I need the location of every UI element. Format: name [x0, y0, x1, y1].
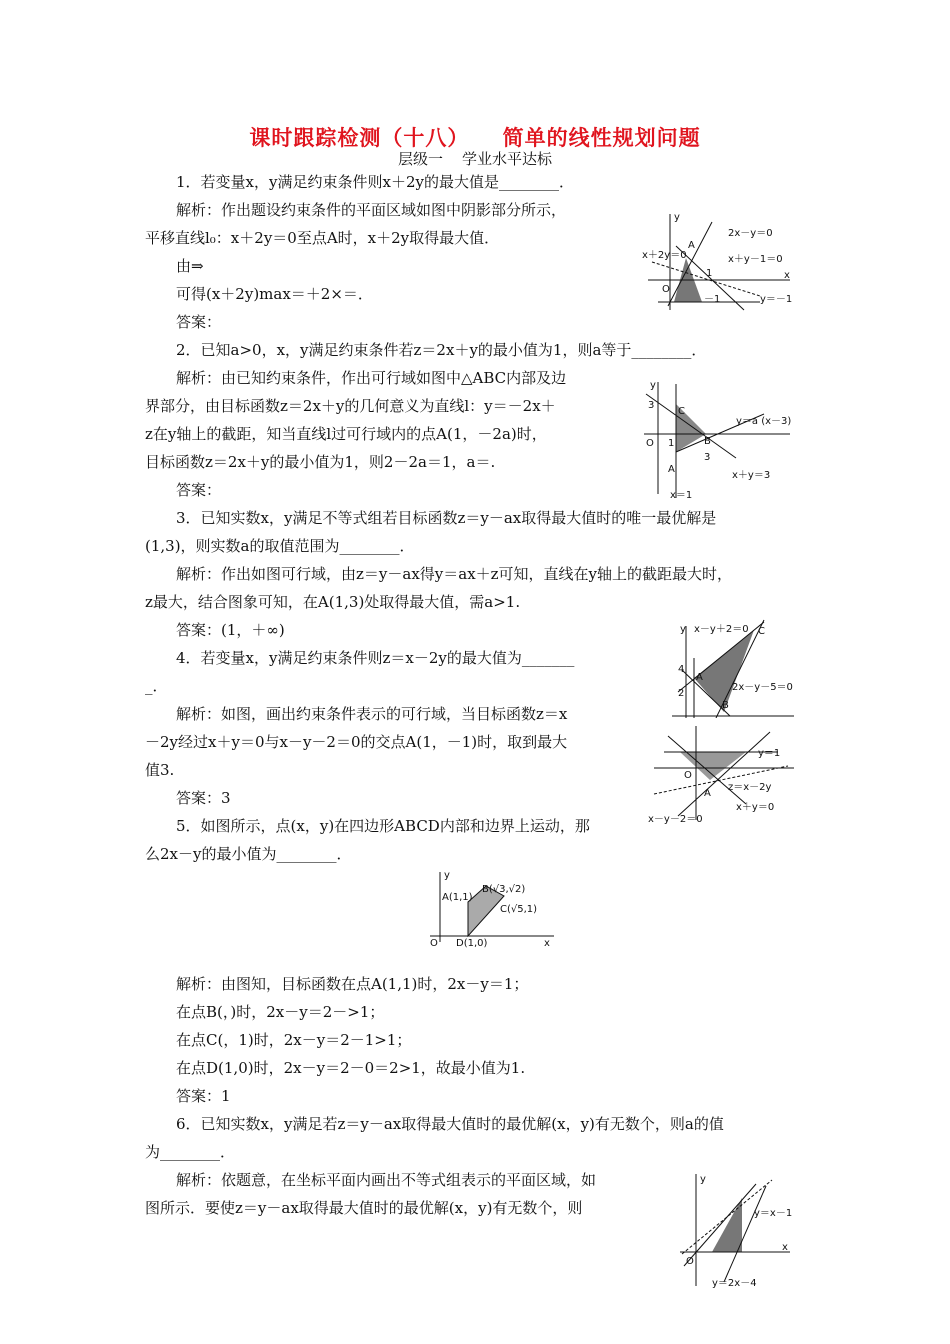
fig1-label: x＋y－1＝0 — [728, 254, 783, 265]
fig2-label: O — [646, 438, 654, 449]
text-line: 平移直线l₀：x＋2y＝0至点A时，x＋2y取得最大值． — [145, 229, 500, 247]
fig3-label: x－y＋2＝0 — [694, 624, 749, 635]
fig2-label: x＝1 — [670, 490, 693, 501]
text-line: 答案：1 — [176, 1087, 231, 1105]
text-line: 在点D(1,0)时，2x－y＝2－0＝2>1，故最小值为1. — [176, 1059, 526, 1077]
text-line: 值3. — [145, 761, 175, 779]
text-line: 目标函数z＝2x＋y的最小值为1，则2－2a＝1，a＝. — [145, 453, 496, 471]
fig2-label: 3 — [704, 452, 711, 463]
fig3-label: y — [680, 624, 686, 635]
fig2-label: A — [668, 464, 675, 475]
fig5-label: x — [544, 938, 550, 949]
text-line: 为________． — [145, 1143, 236, 1161]
fig1-label: 1 — [706, 268, 713, 279]
fig3-label: A — [696, 672, 703, 683]
text-line: z最大，结合图象可知，在A(1,3)处取得最大值，需a>1. — [145, 593, 521, 611]
fig1-label: y＝－1 — [760, 294, 793, 305]
fig6-label: x — [782, 1242, 788, 1253]
fig2-label: 1 — [668, 438, 675, 449]
fig3-label: 4 — [678, 664, 685, 675]
fig3-label: 2 — [678, 688, 685, 699]
fig1-label: －1 — [704, 294, 721, 305]
text-line: z在y轴上的截距，知当直线l过可行域内的点A(1，－2a)时， — [145, 425, 547, 443]
figure-problem-2 — [640, 374, 800, 502]
text-line: 4．若变量x，y满足约束条件则z＝x－2y的最大值为_______ — [176, 649, 575, 667]
page-subtitle: 层级一 学业水平达标 — [397, 150, 553, 168]
fig5-label: A(1,1) — [442, 892, 473, 903]
fig5-label: D(1,0) — [456, 938, 488, 949]
text-line: (1,3)，则实数a的取值范围为________． — [145, 537, 415, 555]
text-line: 2．已知a>0，x，y满足约束条件若z＝2x＋y的最小值为1，则a等于________． — [176, 341, 707, 359]
text-line: 可得(x＋2y)max＝＋2×＝． — [176, 285, 373, 303]
fig1-label: 2x－y＝0 — [728, 228, 773, 239]
fig4-label: z＝x－2y — [728, 782, 772, 793]
text-line: 界部分，由目标函数z＝2x＋y的几何意义为直线l：y＝－2x＋ — [145, 397, 556, 415]
fig2-label: y — [650, 380, 656, 391]
fig2-label: B — [704, 436, 711, 447]
fig1-label: x＋2y＝0 — [642, 250, 687, 261]
fig2-label: 3 — [648, 400, 655, 411]
figure-problem-4 — [648, 724, 798, 824]
fig1-label: O — [662, 284, 670, 295]
text-line: 解析：由图知，目标函数在点A(1,1)时，2x－y＝1； — [176, 975, 529, 993]
figure-problem-5 — [420, 866, 560, 952]
text-line: 解析：由已知约束条件，作出可行域如图中△ABC内部及边 — [176, 369, 567, 387]
page-title: 课时跟踪检测（十八） 简单的线性规划问题 — [249, 126, 701, 150]
text-line: 在点C(，1)时，2x－y＝2－1>1； — [176, 1031, 412, 1049]
fig4-label: y＝1 — [758, 748, 781, 759]
fig5-label: B(√3,√2) — [482, 884, 526, 895]
fig4-label: x＋y＝0 — [736, 802, 775, 813]
fig1-label: x — [784, 270, 790, 281]
text-line: 答案： — [176, 481, 222, 499]
text-line: 在点B(，)时，2x－y＝2－>1； — [176, 1003, 385, 1021]
text-line: 由⇒ — [176, 257, 204, 275]
fig2-label: x＋y＝3 — [732, 470, 771, 481]
fig1-label: A — [688, 240, 695, 251]
fig6-label: y — [700, 1174, 706, 1185]
fig3-label: 2x－y－5＝0 — [732, 682, 793, 693]
fig6-label: O — [686, 1256, 694, 1267]
figure-problem-6 — [672, 1170, 796, 1290]
text-line: 答案： — [176, 313, 222, 331]
text-line: 解析：作出题设约束条件的平面区域如图中阴影部分所示， — [176, 201, 567, 219]
text-line: 答案：3 — [176, 789, 231, 807]
text-line: 答案：(1，＋∞) — [176, 621, 285, 639]
fig4-label: O — [684, 770, 692, 781]
text-line: 解析：作出如图可行域，由z＝y－ax得y＝ax＋z可知，直线在y轴上的截距最大时， — [176, 565, 733, 583]
fig5-label: y — [444, 870, 450, 881]
fig4-label: A — [704, 788, 711, 799]
text-line: 么2x－y的最小值为________． — [145, 845, 352, 863]
text-line: －2y经过x＋y＝0与x－y－2＝0的交点A(1，－1)时，取到最大 — [145, 733, 568, 751]
text-line: 解析：如图，画出约束条件表示的可行域，当目标函数z＝x — [176, 705, 568, 723]
text-line: 6．已知实数x，y满足若z＝y－ax取得最大值时的最优解(x，y)有无数个，则a的值 — [176, 1115, 724, 1133]
fig3-label: C — [758, 626, 765, 637]
text-line: 3．已知实数x，y满足不等式组若目标函数z＝y－ax取得最大值时的唯一最优解是 — [176, 509, 717, 527]
text-line: 1．若变量x，y满足约束条件则x＋2y的最大值是________． — [176, 173, 574, 191]
fig6-label: y＝2x－4 — [712, 1278, 757, 1289]
text-line: 5．如图所示，点(x，y)在四边形ABCD内部和边界上运动，那 — [176, 817, 590, 835]
fig1-label: y — [674, 212, 680, 223]
fig3-label: B — [722, 700, 729, 711]
fig2-label: y＝a (x－3) — [736, 416, 792, 427]
figure-problem-1 — [640, 206, 800, 314]
fig4-label: x－y－2＝0 — [648, 814, 703, 824]
fig5-label: C(√5,1) — [500, 904, 538, 915]
fig6-label: y＝x－1 — [754, 1208, 793, 1219]
figure-problem-3 — [668, 618, 798, 718]
text-line: 图所示．要使z＝y－ax取得最大值时的最优解(x，y)有无数个，则 — [145, 1199, 583, 1217]
fig5-label: O — [430, 938, 438, 949]
text-line: 解析：依题意，在坐标平面内画出不等式组表示的平面区域，如 — [176, 1171, 597, 1189]
text-line: _． — [145, 677, 168, 695]
fig2-label: C — [678, 406, 685, 417]
